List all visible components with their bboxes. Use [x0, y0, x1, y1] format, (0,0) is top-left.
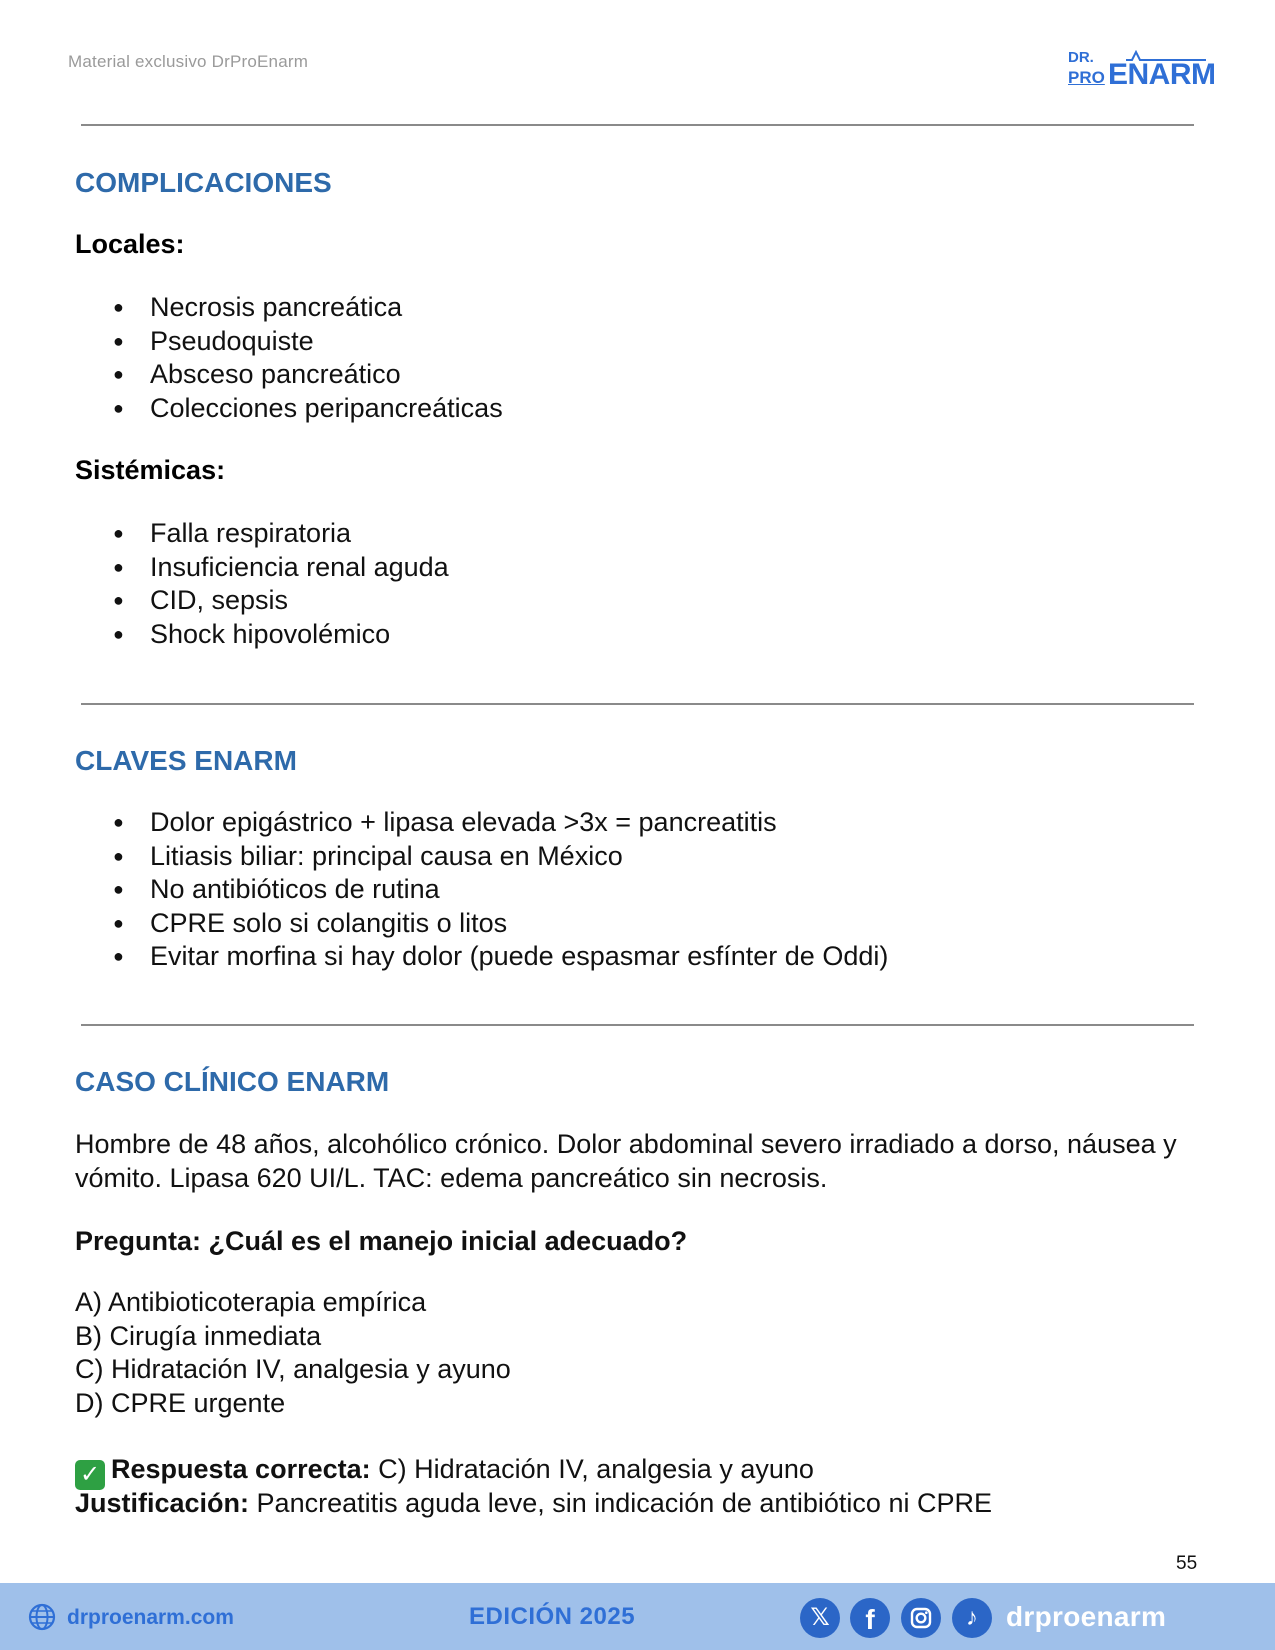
list-item: ● No antibióticos de rutina [113, 873, 888, 907]
list-item: ● CPRE solo si colangitis o litos [113, 907, 888, 941]
list-item: ● Absceso pancreático [113, 358, 503, 392]
footer-bar [0, 1583, 1275, 1650]
justification [75, 1486, 992, 1520]
divider [81, 703, 1194, 705]
option-b: B) Cirugía inmediata [75, 1320, 322, 1351]
correct-answer [75, 1452, 814, 1490]
header-watermark-text: Material exclusivo DrProEnarm [68, 52, 309, 71]
case-description: Hombre de 48 años, alcohólico crónico. Dolor abdominal severo irradiado a dorso, náusea y vómito. Lipasa 620 UI/L. TAC: edema pancreático sin necrosis. [75, 1129, 1177, 1193]
social-handle[interactable]: drproenarm [1006, 1601, 1167, 1632]
logo-word: ENARM [1108, 58, 1216, 91]
section-title-claves: CLAVES ENARM [75, 745, 297, 776]
list-locales [113, 291, 503, 425]
list-item: ● Pseudoquiste [113, 325, 503, 359]
answer-label: Respuesta correcta: [111, 1454, 371, 1484]
logo-pulse-line [1066, 50, 1206, 62]
answer-value: C) Hidratación IV, analgesia y ayuno [370, 1454, 814, 1484]
website-link[interactable]: drproenarm.com [67, 1606, 234, 1629]
page-number: 55 [1176, 1553, 1198, 1574]
instagram-icon[interactable] [901, 1598, 941, 1638]
list-sistemicas [113, 517, 449, 651]
option-c: C) Hidratación IV, analgesia y ayuno [75, 1354, 511, 1385]
facebook-icon[interactable]: f [850, 1598, 890, 1638]
section-title-complicaciones: COMPLICACIONES [75, 167, 332, 198]
list-claves [113, 806, 888, 974]
option-d: D) CPRE urgente [75, 1387, 286, 1418]
list-item: ● Insuficiencia renal aguda [113, 551, 449, 585]
list-item: ● Litiasis biliar: principal causa en México [113, 840, 888, 874]
check-mark-icon: ✓ [75, 1460, 105, 1490]
logo-line1: DR. [1068, 49, 1094, 66]
x-icon[interactable]: 𝕏 [800, 1598, 840, 1638]
logo-line2: PRO [1068, 68, 1105, 87]
section-title-caso: CASO CLÍNICO ENARM [75, 1066, 390, 1097]
subheading-locales: Locales: [75, 229, 185, 259]
tiktok-icon[interactable]: ♪ [952, 1598, 992, 1638]
list-item: ● Dolor epigástrico + lipasa elevada >3x = pancreatitis [113, 806, 888, 840]
list-item: ● Shock hipovolémico [113, 618, 449, 652]
subheading-sistemicas: Sistémicas: [75, 455, 226, 485]
divider [81, 124, 1194, 126]
drproenarm-logo [1066, 49, 1216, 94]
list-item: ● CID, sepsis [113, 584, 449, 618]
justification-value: Pancreatitis aguda leve, sin indicación de antibiótico ni CPRE [249, 1488, 992, 1518]
list-item: ● Falla respiratoria [113, 517, 449, 551]
list-item: ● Evitar morfina si hay dolor (puede espasmar esfínter de Oddi) [113, 940, 888, 974]
answer-options [75, 1286, 511, 1420]
case-question: Pregunta: ¿Cuál es el manejo inicial adecuado? [75, 1226, 688, 1256]
divider [81, 1024, 1194, 1026]
globe-icon [27, 1602, 57, 1632]
justification-label: Justificación: [75, 1488, 250, 1518]
edition-label: EDICIÓN 2025 [469, 1603, 636, 1630]
list-item: ● Colecciones peripancreáticas [113, 392, 503, 426]
list-item: ● Necrosis pancreática [113, 291, 503, 325]
option-a: A) Antibioticoterapia empírica [75, 1287, 427, 1317]
